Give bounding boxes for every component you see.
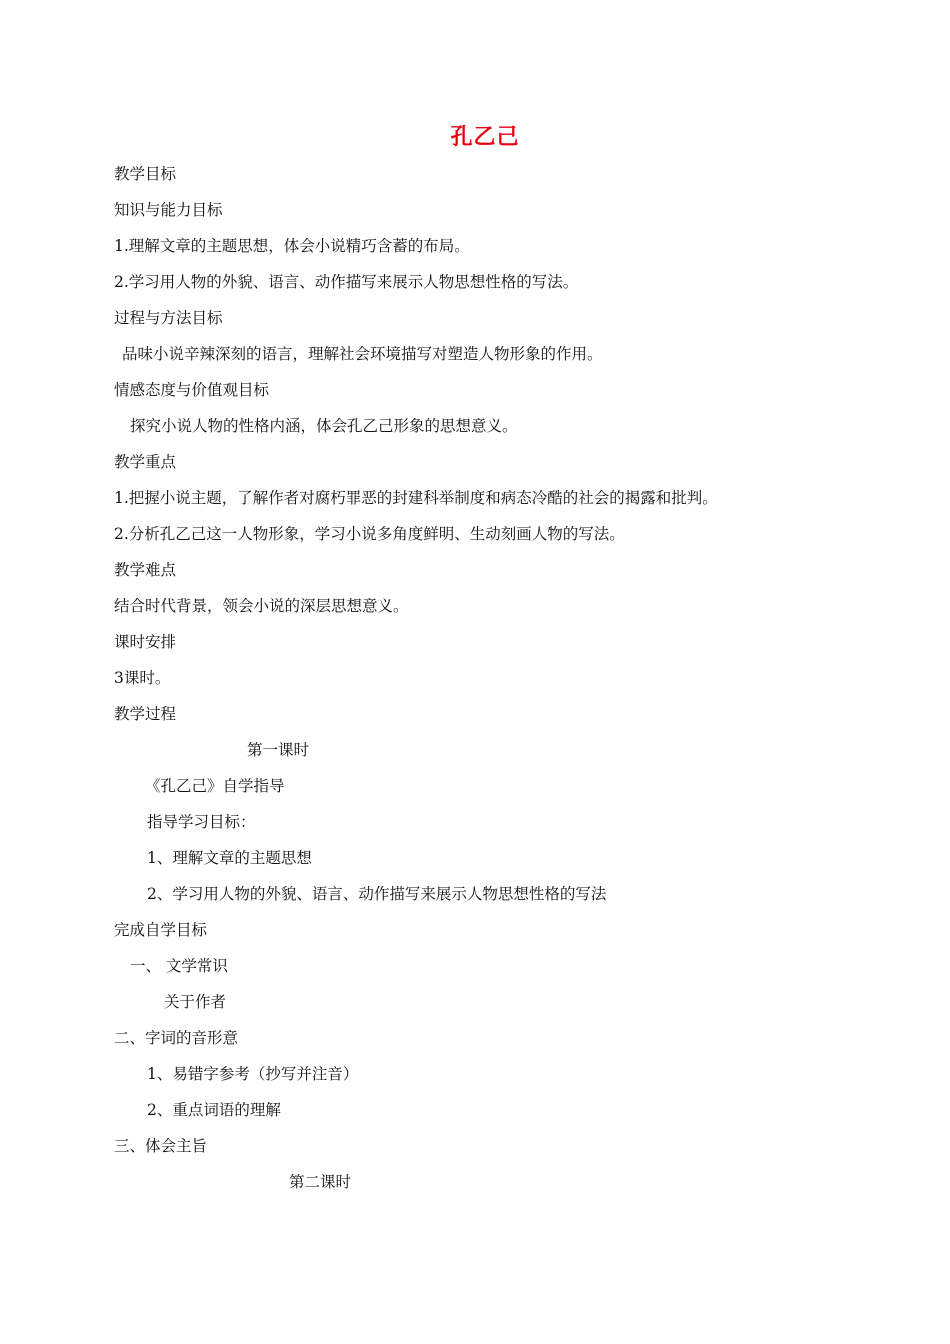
guide-goal-item-1: 1、理解文章的主题思想 bbox=[147, 849, 312, 867]
section-heading-process: 教学过程 bbox=[114, 705, 177, 723]
self-study-guide-title: 《孔乙己》自学指导 bbox=[145, 777, 285, 795]
section-heading-schedule: 课时安排 bbox=[114, 633, 177, 651]
part-two-item-1: 1、易错字参考（抄写并注音） bbox=[147, 1065, 359, 1083]
part-two-item-2: 2、重点词语的理解 bbox=[147, 1101, 281, 1119]
process-method-text: 品味小说辛辣深刻的语言，理解社会环境描写对塑造人物形象的作用。 bbox=[122, 345, 603, 363]
part-two-heading: 二、字词的音形意 bbox=[114, 1029, 239, 1047]
key-point-item-1: 1.把握小说主题，了解作者对腐朽罪恶的封建科举制度和病态冷酷的社会的揭露和批判。 bbox=[114, 489, 718, 507]
key-point-item-2: 2.分析孔乙己这一人物形象，学习小说多角度鲜明、生动刻画人物的写法。 bbox=[114, 525, 625, 543]
subheading-emotion-values: 情感态度与价值观目标 bbox=[114, 381, 270, 399]
part-three-heading: 三、体会主旨 bbox=[114, 1137, 208, 1155]
subheading-knowledge-ability: 知识与能力目标 bbox=[114, 201, 223, 219]
lesson-heading-first: 第一课时 bbox=[247, 741, 310, 759]
lesson-heading-second: 第二课时 bbox=[289, 1173, 352, 1191]
section-heading-key-points: 教学重点 bbox=[114, 453, 177, 471]
part-one-heading: 一、 文学常识 bbox=[130, 957, 228, 975]
goal-item-2: 2.学习用人物的外貌、语言、动作描写来展示人物思想性格的写法。 bbox=[114, 273, 579, 291]
section-heading-teaching-goals: 教学目标 bbox=[114, 165, 177, 183]
schedule-text: 3课时。 bbox=[114, 669, 171, 687]
complete-goals-heading: 完成自学目标 bbox=[114, 921, 208, 939]
document-title: 孔乙己 bbox=[450, 125, 520, 150]
about-author-text: 关于作者 bbox=[164, 993, 227, 1011]
difficulty-text: 结合时代背景，领会小说的深层思想意义。 bbox=[114, 597, 409, 615]
emotion-values-text: 探究小说人物的性格内涵，体会孔乙己形象的思想意义。 bbox=[130, 417, 518, 435]
subheading-process-method: 过程与方法目标 bbox=[114, 309, 223, 327]
goal-item-1: 1.理解文章的主题思想，体会小说精巧含蓄的布局。 bbox=[114, 237, 470, 255]
guide-goals-heading: 指导学习目标： bbox=[147, 813, 256, 831]
section-heading-difficulties: 教学难点 bbox=[114, 561, 177, 579]
guide-goal-item-2: 2、学习用人物的外貌、语言、动作描写来展示人物思想性格的写法 bbox=[147, 885, 607, 903]
